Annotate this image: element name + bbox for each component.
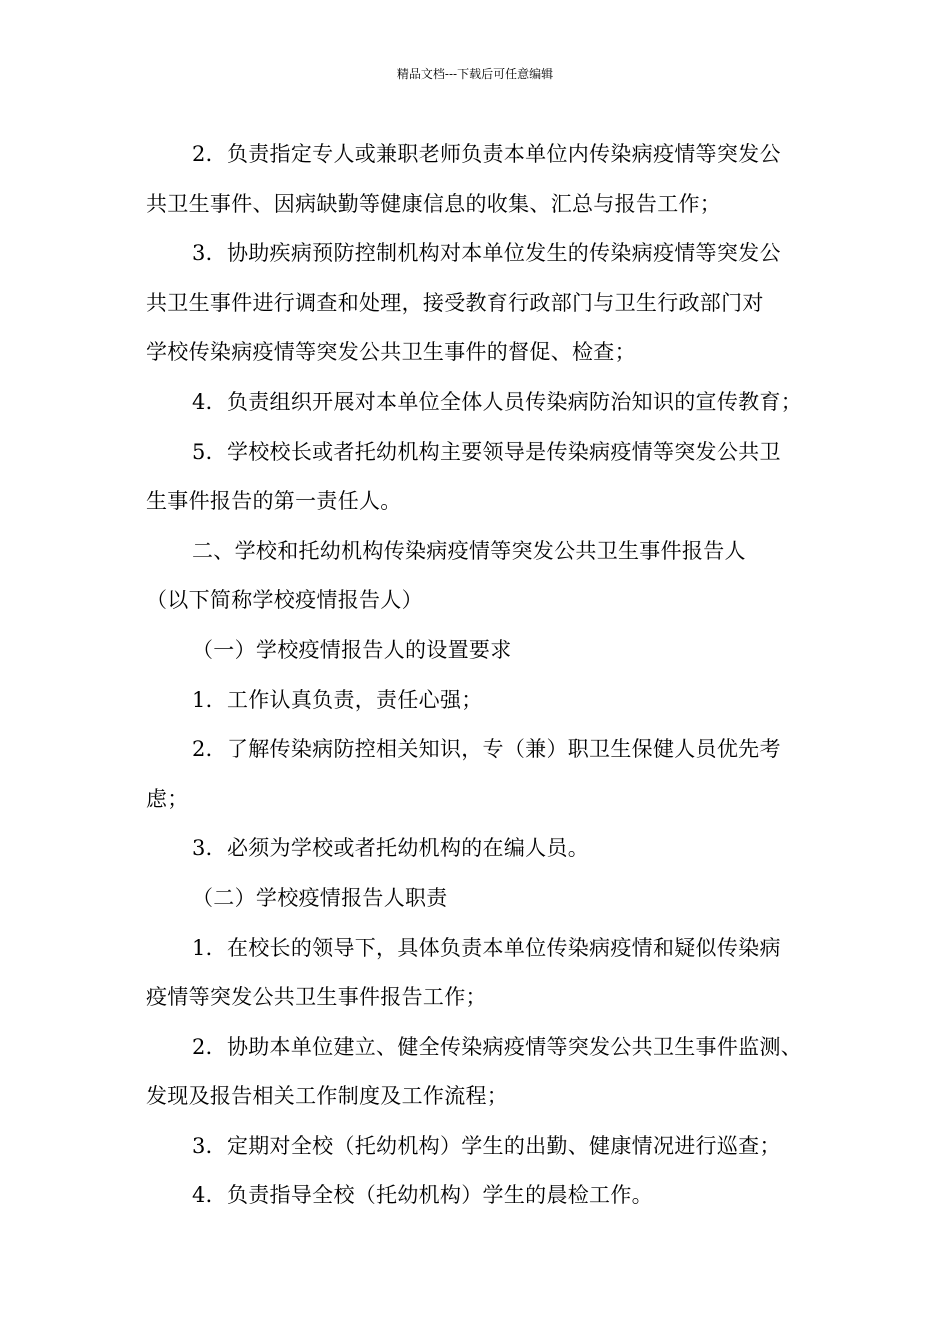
page-header: 精品文档---下载后可任意编辑	[396, 67, 554, 81]
text-line: 4．负责组织开展对本单位全体人员传染病防治知识的宣传教育；	[192, 389, 803, 414]
text-line: （一）学校疫情报告人的设置要求	[192, 637, 512, 662]
text-line: 发现及报告相关工作制度及工作流程；	[146, 1084, 509, 1109]
text-line: 二、学校和托幼机构传染病疫情等突发公共卫生事件报告人	[192, 538, 746, 563]
text-line: 3．必须为学校或者托幼机构的在编人员。	[192, 836, 590, 861]
text-line: 3．定期对全校（托幼机构）学生的出勤、健康情况进行巡查；	[192, 1133, 781, 1158]
text-line: 4．负责指导全校（托幼机构）学生的晨检工作。	[192, 1183, 653, 1208]
text-line: 疫情等突发公共卫生事件报告工作；	[146, 985, 487, 1010]
text-line: 3．协助疾病预防控制机构对本单位发生的传染病疫情等突发公	[192, 241, 781, 266]
text-line: 1．工作认真负责，责任心强；	[192, 687, 483, 712]
document-body	[146, 130, 810, 1221]
text-line: 1．在校长的领导下，具体负责本单位传染病疫情和疑似传染病	[192, 935, 781, 960]
text-line: 虑；	[146, 786, 189, 811]
text-line: 2．了解传染病防控相关知识，专（兼）职卫生保健人员优先考	[192, 737, 781, 762]
text-line: 2．负责指定专人或兼职老师负责本单位内传染病疫情等突发公	[192, 142, 781, 166]
text-line: （二）学校疫情报告人职责	[192, 885, 448, 910]
text-line: 共卫生事件、因病缺勤等健康信息的收集、汇总与报告工作；	[146, 191, 722, 216]
text-line: 5．学校校长或者托幼机构主要领导是传染病疫情等突发公共卫	[192, 439, 781, 464]
text-line: 共卫生事件进行调查和处理，接受教育行政部门与卫生行政部门对	[146, 290, 764, 315]
text-line: 学校传染病疫情等突发公共卫生事件的督促、检查；	[146, 340, 636, 365]
text-line: 2．协助本单位建立、健全传染病疫情等突发公共卫生事件监测、	[192, 1034, 803, 1059]
text-line: 生事件报告的第一责任人。	[146, 489, 402, 514]
text-line: （以下简称学校疫情报告人）	[146, 588, 423, 613]
